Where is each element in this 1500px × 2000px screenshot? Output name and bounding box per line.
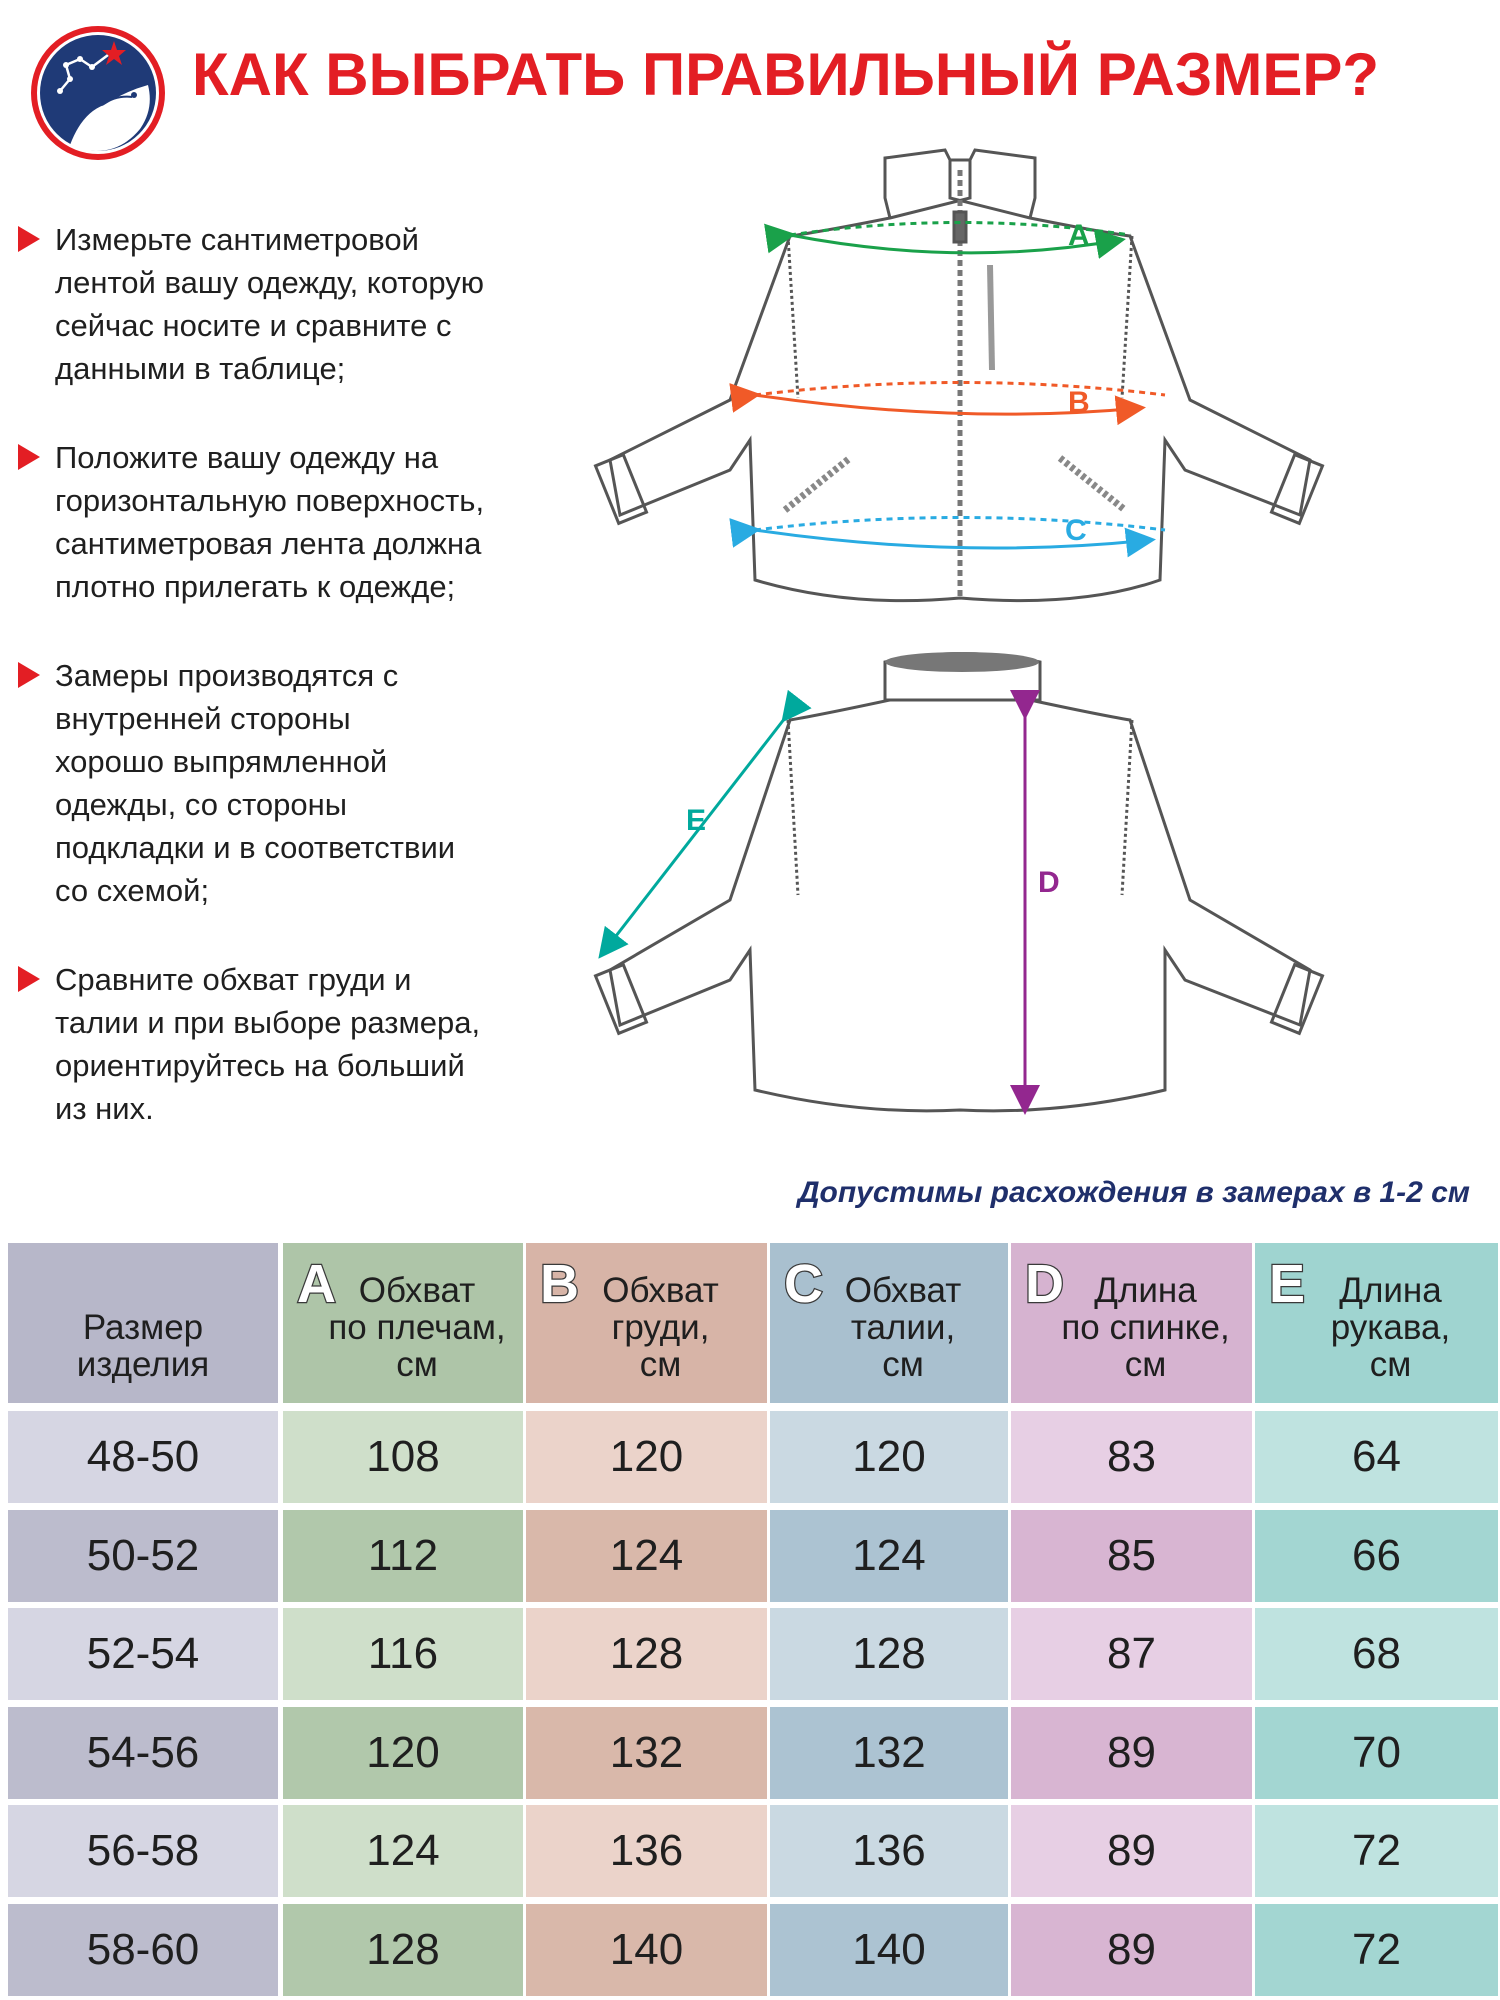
column-header-b [526, 1243, 767, 1403]
measure-b-line [755, 383, 1165, 415]
jacket-back-drawing [595, 700, 1322, 1111]
measurement-cell: 112 [283, 1510, 523, 1602]
measurement-cell: 89 [1011, 1805, 1252, 1897]
measurement-cell: 132 [526, 1707, 767, 1799]
measure-b-label: B [1068, 386, 1090, 419]
column-header-label: Обхват по плечам, см [328, 1271, 506, 1384]
column-header-label: Размер изделия [76, 1308, 210, 1384]
measurement-cell: 140 [526, 1904, 767, 1996]
measurement-cell: 87 [1011, 1608, 1252, 1700]
bullet-arrow-icon [18, 662, 40, 688]
measure-e-label: E [686, 804, 707, 837]
measurement-cell: 68 [1255, 1608, 1498, 1700]
measurement-cell: 124 [526, 1510, 767, 1602]
page-title: КАК ВЫБРАТЬ ПРАВИЛЬНЫЙ РАЗМЕР? [192, 41, 1380, 108]
measurement-cell: 64 [1255, 1411, 1498, 1503]
column-header-size [8, 1243, 278, 1403]
column-letter-badge: E [1269, 1254, 1306, 1314]
measurement-cell: 120 [770, 1411, 1008, 1503]
measurement-cell: 70 [1255, 1707, 1498, 1799]
instruction-text: Замеры производятся с внутренней стороны хорошо выпрямленной одежды, со стороны подкладки и в соответствии со схемой; [55, 658, 456, 908]
measurement-cell: 136 [770, 1805, 1008, 1897]
measurement-cell: 66 [1255, 1510, 1498, 1602]
instruction-text: Сравните обхват груди и талии и при выборе размера, ориентируйтесь на больший из них. [55, 962, 481, 1126]
jacket-back-collar [885, 652, 1040, 700]
tolerance-note: Допустимы расхождения в замерах в 1-2 см [797, 1176, 1470, 1209]
size-table [8, 1243, 1498, 1993]
size-cell: 58-60 [8, 1904, 278, 1996]
measurement-cell: 85 [1011, 1510, 1252, 1602]
measurement-cell: 128 [283, 1904, 523, 1996]
column-letter-badge: A [297, 1254, 336, 1314]
instruction-text: Положите вашу одежду на горизонтальную поверхность, сантиметровая лента должна плотно прилегать к одежде; [55, 440, 485, 604]
column-header-label: Обхват груди, см [602, 1271, 719, 1384]
measurement-cell: 72 [1255, 1805, 1498, 1897]
column-header-label: Длина по спинке, см [1061, 1271, 1230, 1384]
instruction-text: Измерьте сантиметровой лентой вашу одежду, которую сейчас носите и сравните с данными в таблице; [55, 222, 485, 386]
measurement-cell: 83 [1011, 1411, 1252, 1503]
jacket-front-drawing [595, 150, 1322, 601]
column-header-label: Длина рукава, см [1330, 1271, 1451, 1384]
column-letter-badge: C [784, 1254, 823, 1314]
size-cell: 48-50 [8, 1411, 278, 1503]
column-header-d [1011, 1243, 1252, 1403]
measurement-cell: 89 [1011, 1707, 1252, 1799]
column-letter-badge: B [540, 1254, 579, 1314]
size-cell: 50-52 [8, 1510, 278, 1602]
bullet-arrow-icon [18, 226, 40, 252]
measurement-cell: 108 [283, 1411, 523, 1503]
measurement-cell: 140 [770, 1904, 1008, 1996]
measurement-cell: 132 [770, 1707, 1008, 1799]
size-cell: 56-58 [8, 1805, 278, 1897]
measurement-cell: 72 [1255, 1904, 1498, 1996]
measurement-cell: 128 [526, 1608, 767, 1700]
measure-d-label: D [1038, 866, 1060, 899]
measurement-cell: 89 [1011, 1904, 1252, 1996]
column-header-label: Обхват талии, см [844, 1271, 962, 1384]
column-header-e [1255, 1243, 1498, 1403]
bullet-arrow-icon [18, 444, 40, 470]
jacket-measurement-diagram [560, 140, 1480, 1130]
size-cell: 54-56 [8, 1707, 278, 1799]
column-header-c [770, 1243, 1008, 1403]
measurement-cell: 124 [770, 1510, 1008, 1602]
column-header-a [283, 1243, 523, 1403]
measurement-cell: 120 [526, 1411, 767, 1503]
bullet-arrow-icon [18, 966, 40, 992]
measure-a-label: A [1068, 219, 1090, 252]
brand-logo [30, 25, 166, 161]
column-letter-badge: D [1025, 1254, 1064, 1314]
measurement-cell: 116 [283, 1608, 523, 1700]
measure-c-label: C [1065, 514, 1087, 547]
measurement-cell: 120 [283, 1707, 523, 1799]
size-cell: 52-54 [8, 1608, 278, 1700]
measurement-cell: 128 [770, 1608, 1008, 1700]
measurement-cell: 124 [283, 1805, 523, 1897]
measurement-cell: 136 [526, 1805, 767, 1897]
